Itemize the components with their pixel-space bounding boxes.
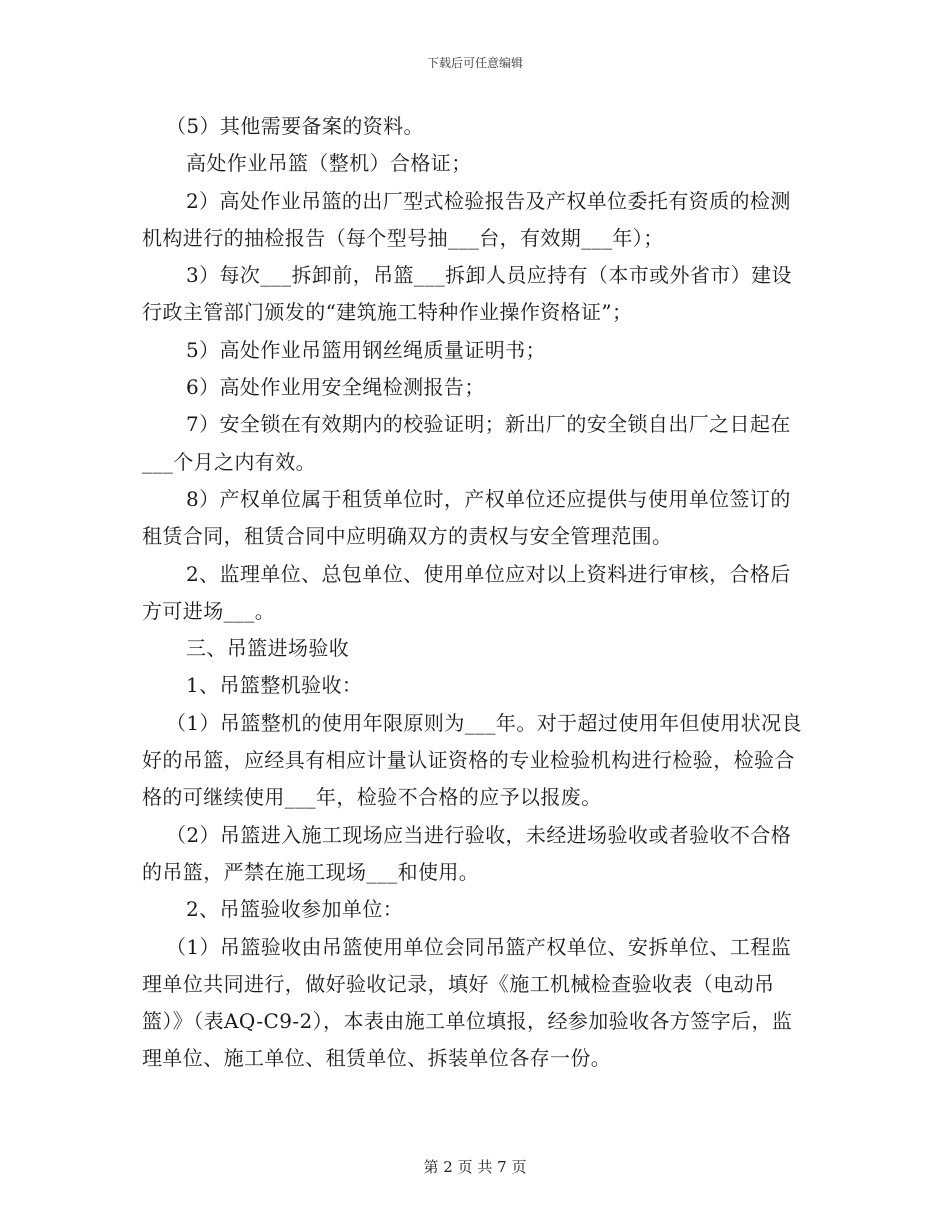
paragraph: 3）每次___拆卸前，吊篮___拆卸人员应持有（本市或外省市）建设行政主管部门颁发的“建筑施工特种作业操作资格证”；: [142, 263, 792, 325]
paragraph: （5）其他需要备案的资料。: [166, 114, 424, 138]
paragraph: （1）吊篮整机的使用年限原则为___年。对于超过使用年但使用状况良好的吊篮，应经具有相应计量认证资格的专业检验机构进行检验，检验合格的可继续使用___年，检验不合格的应予以报废。: [142, 710, 802, 810]
paragraph: 高处作业吊篮（整机）合格证；: [186, 151, 472, 176]
subsection-heading: 2、吊篮验收参加单位：: [186, 897, 404, 922]
paragraph: 5）高处作业吊篮用钢丝绳质量证明书；: [186, 337, 546, 362]
subsection-heading: 1、吊篮整机验收：: [186, 673, 363, 698]
document-body: [142, 108, 808, 1078]
paragraph: 2）高处作业吊篮的出厂型式检验报告及产权单位委托有资质的检测机构进行的抽检报告（每个型号抽___台，有效期___年）；: [142, 188, 791, 250]
paragraph: 7）安全锁在有效期内的校验证明；新出厂的安全锁自出厂之日起在___个月之内有效。: [142, 412, 791, 474]
page-number: 第 2 页 共 7 页: [423, 1158, 527, 1176]
paragraph: （1）吊篮验收由吊篮使用单位会同吊篮产权单位、安拆单位、工程监理单位共同进行，做好验收记录，填好《施工机械检查验收表（电动吊篮）》（表AQ-C9-2），本表由施工单位填报，经参加验收各方签字后，监理单位、施工单位、租赁单位、拆装单位各存一份。: [142, 934, 793, 1071]
paragraph: （2）吊篮进入施工现场应当进行验收，未经进场验收或者验收不合格的吊篮，严禁在施工现场___和使用。: [142, 822, 792, 884]
paragraph: 8）产权单位属于租赁单位时，产权单位还应提供与使用单位签订的租赁合同，租赁合同中应明确双方的责权与安全管理范围。: [142, 486, 791, 549]
section-heading: 三、吊篮进场验收: [186, 636, 350, 661]
paragraph: 2、监理单位、总包单位、使用单位应对以上资料进行审核，合格后方可进场___。: [142, 561, 791, 623]
page-header-note: 下载后可任意编辑: [426, 56, 523, 70]
paragraph: 6）高处作业用安全绳检测报告；: [186, 375, 485, 400]
